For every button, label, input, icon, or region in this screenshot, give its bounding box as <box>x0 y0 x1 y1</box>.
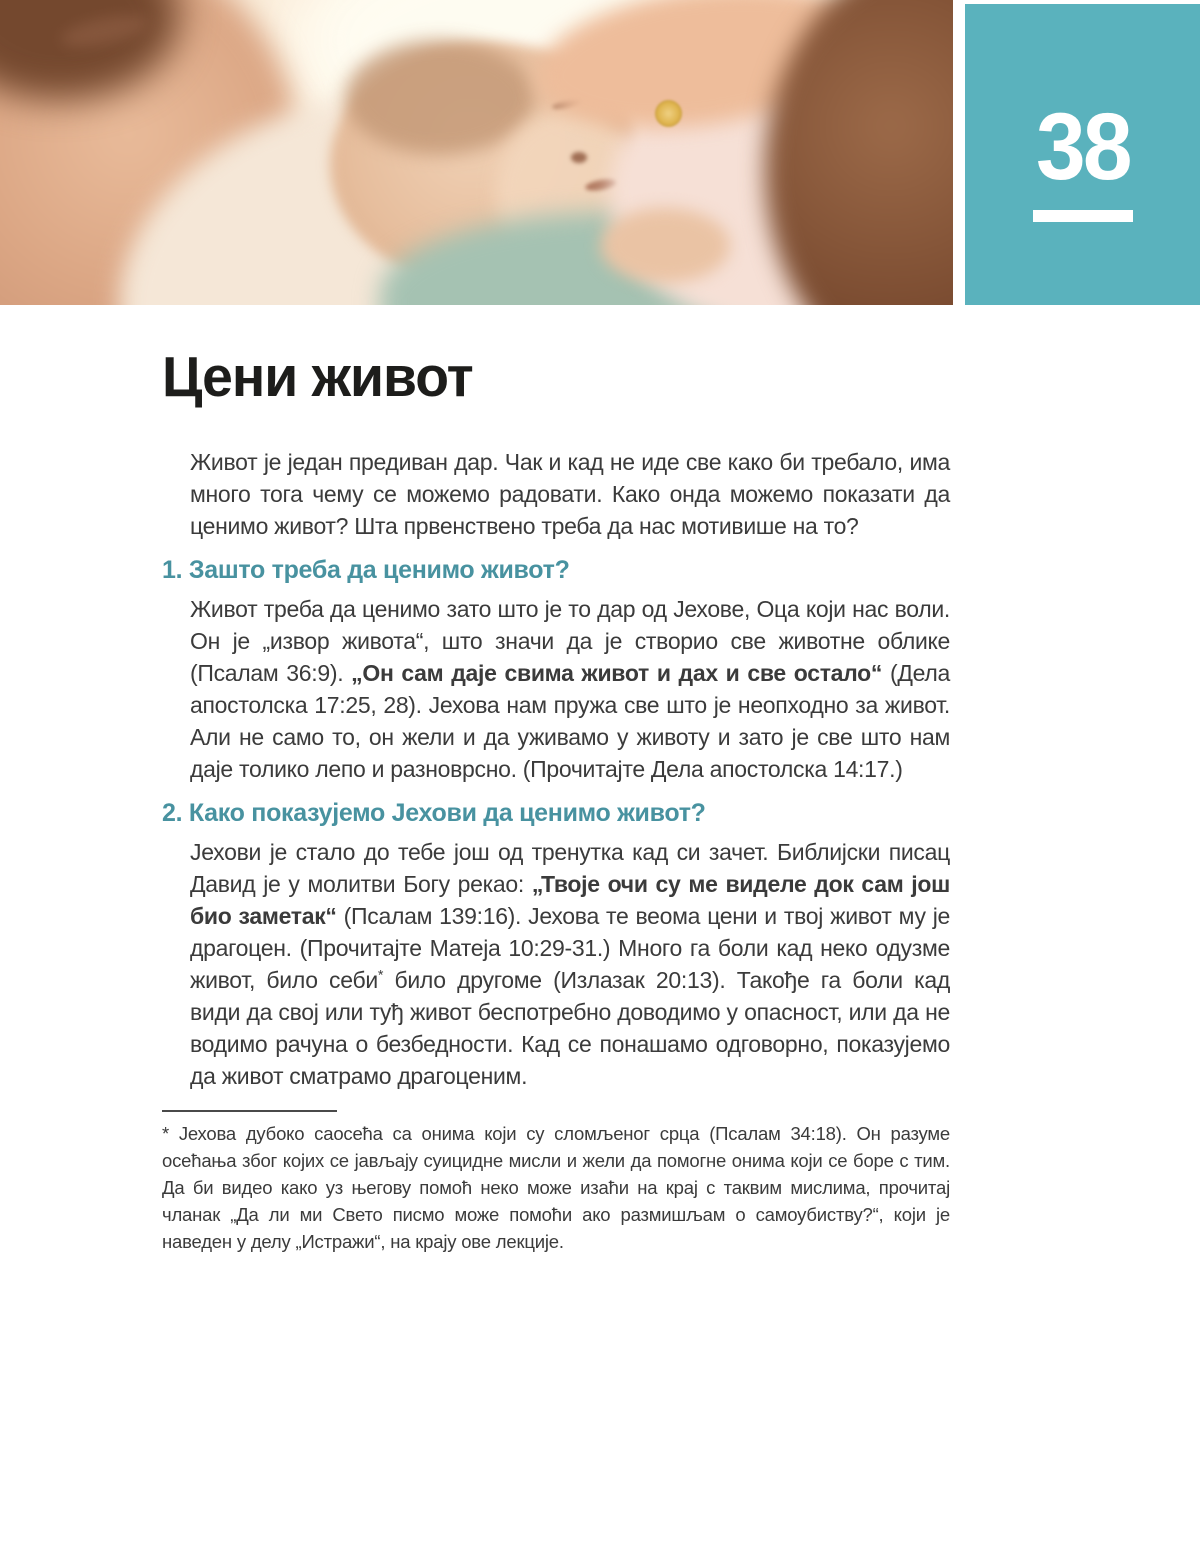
hero-photo <box>0 0 953 305</box>
lesson-content <box>0 345 1200 1255</box>
intro-paragraph: Живот је један предиван дар. Чак и кад не иде све како би требало, има много тога чему се можемо радовати. Како онда можемо показати да ценимо живот? Шта првенствено треба да нас мотивише на то? <box>190 449 950 539</box>
lesson-number-underline <box>1033 210 1133 222</box>
photo-baby-hand <box>600 208 730 283</box>
lesson-number: 38 <box>1035 93 1130 200</box>
section-1-paragraph: Живот треба да ценимо зато што је то дар од Јехове, Оца који нас воли. Он је „извор живота“, што значи да је створио све животне облике (Псалам 36:9). „Он сам даје свима живот и дах и све остало“ (Дела апостолска 17:25, 28). Јехова нам пружа све што је неопходно за живот. Али не само то, он жели и да уживамо у животу и зато је све што нам даје толико лепо и разноврсно. (Прочитајте Дела апостолска 14:17.) <box>190 596 950 782</box>
footnote-text: * Јехова дубоко саосећа са онима који су сломљеног срца (Псалам 34:18). Он разуме осећања због којих се јављају суицидне мисли и жели да помогне онима који се боре с тим. Да би видео како уз његову помоћ неко може изаћи на крај с таквим мислима, прочитај чланак „Да ли ми Свето писмо може помоћи ако размишљам о самоубиству?“, који је наведен у делу „Истражи“, на крају ове лекције. <box>162 1123 950 1252</box>
section-2-paragraph: Јехови је стало до тебе још од тренутка кад си зачет. Библијски писац Давид је у молитви Богу рекао: „Твоје очи су ме виделе док сам још био заметак“ (Псалам 139:16). Јехова те веома цени и твој живот му је драгоцен. (Прочитајте Матеја 10:29-31.) Много га боли кад неко одузме живот, било себи* било другоме (Излазак 20:13). Такође га боли кад види да свој или туђ живот беспотребно доводимо у опасност, или да не водимо рачуна о безбедности. Кад се понашамо одговорно, показујемо да живот сматрамо драгоценим. <box>190 839 950 1089</box>
photo-onesie-button <box>655 100 682 127</box>
section-2 <box>162 798 950 1092</box>
page-title: Цени живот <box>162 345 473 409</box>
hero <box>0 0 1200 305</box>
photo-baby-nose <box>571 152 587 163</box>
footnote-area <box>162 1110 950 1255</box>
section-2-heading: 2. Како показујемо Јехови да ценимо живот? <box>162 799 706 827</box>
lesson-number-badge <box>965 4 1200 305</box>
section-1 <box>162 555 950 785</box>
photo-baby-hair <box>345 40 535 155</box>
hero-divider-gap <box>953 0 965 305</box>
footnote-rule <box>162 1110 337 1112</box>
section-1-heading: 1. Зашто треба да ценимо живот? <box>162 556 570 584</box>
